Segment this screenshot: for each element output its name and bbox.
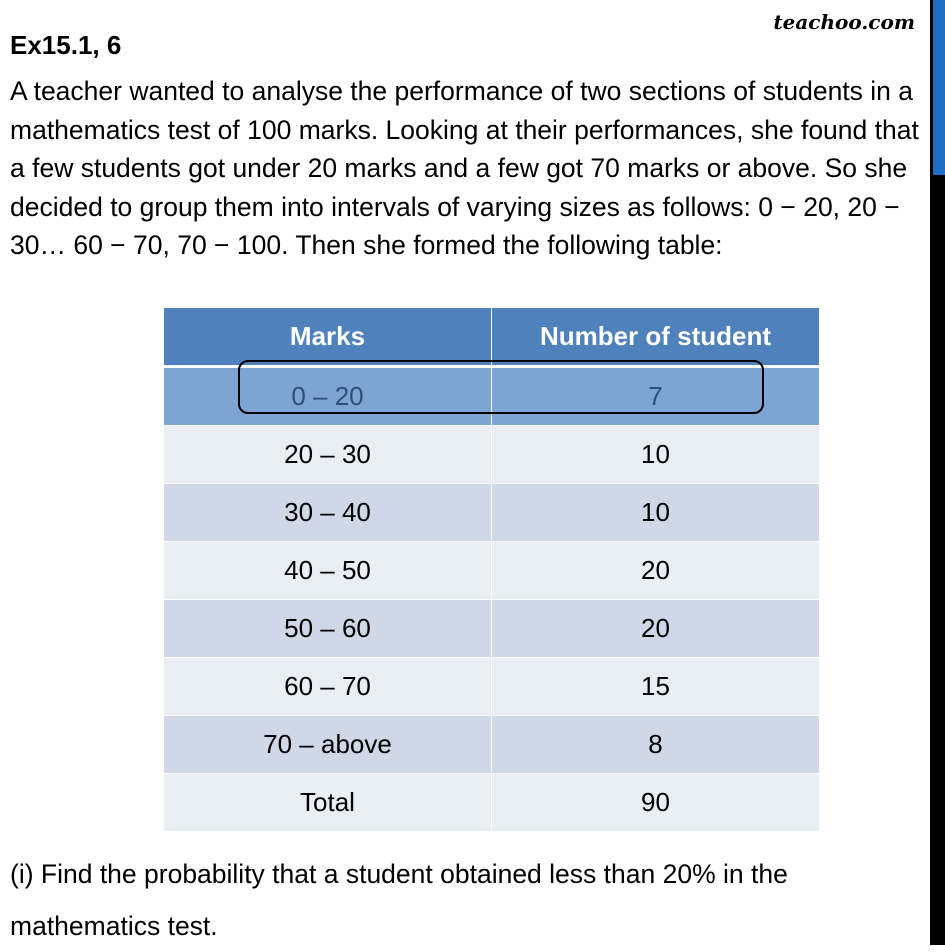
exercise-title: Ex15.1, 6 bbox=[10, 30, 122, 60]
marks-cell: 50 – 60 bbox=[164, 600, 492, 658]
table-header-row bbox=[164, 308, 820, 367]
table-row bbox=[164, 426, 820, 484]
header-number-of-student: Number of student bbox=[492, 308, 820, 367]
scrollbar[interactable] bbox=[930, 0, 945, 945]
table-row bbox=[164, 600, 820, 658]
marks-cell: 20 – 30 bbox=[164, 426, 492, 484]
total-label-cell: Total bbox=[164, 774, 492, 832]
table-row bbox=[164, 774, 820, 832]
students-cell: 10 bbox=[492, 484, 820, 542]
table-row bbox=[164, 367, 820, 426]
students-cell: 8 bbox=[492, 716, 820, 774]
students-cell: 15 bbox=[492, 658, 820, 716]
question-text: A teacher wanted to analyse the performance of two sections of students in a mathematics test of 100 marks. Looking at their performances, she found that a few students got under 20 marks and a few got 70 marks or above. So she decided to group them into intervals of varying sizes as follows: 0 − 20, 20 − 30… 60 − 70, 70 − 100. Then she formed the following table: bbox=[10, 76, 919, 260]
total-value-cell: 90 bbox=[492, 774, 820, 832]
scroll-thumb[interactable] bbox=[933, 0, 945, 175]
header-marks: Marks bbox=[164, 308, 492, 367]
marks-cell: 70 – above bbox=[164, 716, 492, 774]
students-cell: 20 bbox=[492, 600, 820, 658]
table-row bbox=[164, 658, 820, 716]
students-cell: 10 bbox=[492, 426, 820, 484]
table-row bbox=[164, 484, 820, 542]
marks-cell: 60 – 70 bbox=[164, 658, 492, 716]
table-row bbox=[164, 542, 820, 600]
marks-table bbox=[163, 307, 820, 832]
marks-cell: 30 – 40 bbox=[164, 484, 492, 542]
subquestion-text: (i) Find the probability that a student obtained less than 20% in the mathematics test. bbox=[10, 859, 788, 941]
teachoo-watermark: teachoo.com bbox=[773, 10, 915, 34]
marks-cell: 40 – 50 bbox=[164, 542, 492, 600]
marks-cell: 0 – 20 bbox=[164, 367, 492, 426]
students-cell: 20 bbox=[492, 542, 820, 600]
table-row bbox=[164, 716, 820, 774]
students-cell: 7 bbox=[492, 367, 820, 426]
